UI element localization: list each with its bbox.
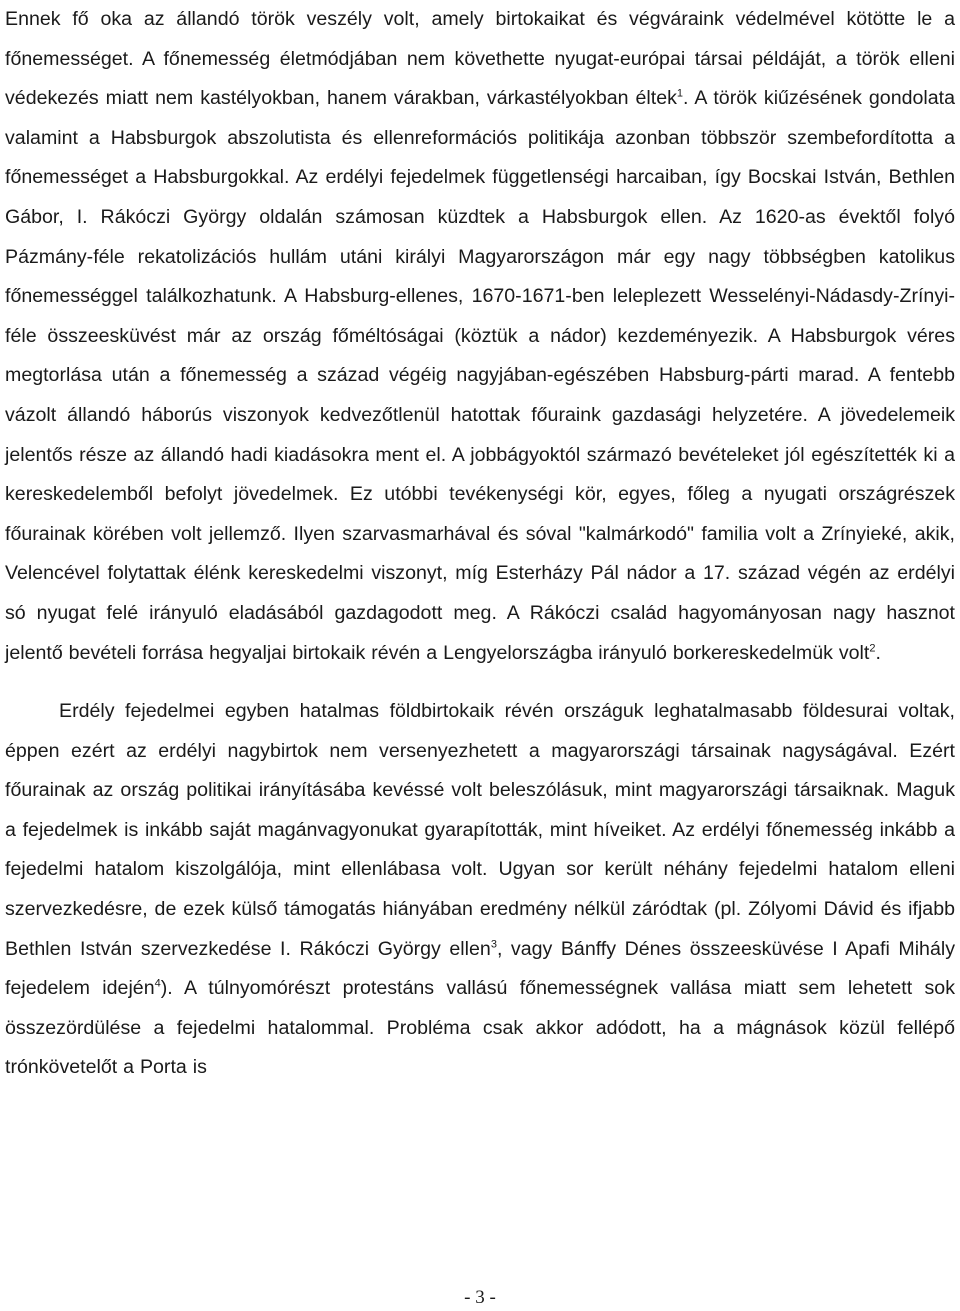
paragraph-1-text-a: Ennek fő oka az állandó török veszély volt, amely birtokaikat és végváraink védelmével kötötte le a főnemességet. A főnemesség életmódjában nem követhette nyugat-európai társai példáját, a török elleni védekezés miatt nem kastélyokban, hanem várakban, várkastélyokban éltek	[5, 8, 955, 110]
paragraph-2-text-a: Erdély fejedelmei egyben hatalmas földbirtokaik révén országuk leghatalmasabb földesurai voltak, éppen ezért az erdélyi nagybirtok nem versenyezhetett a magyarországi társainak nagyságával. Ezért főurainak az ország politikai irányításába kevéssé volt beleszólásuk, mint magyarországi társaiknak. Maguk a fejedelmek is inkább saját magánvagyonukat gyarapították, mint híveiket. Az erdélyi főnemesség inkább a fejedelmi hatalom kiszolgálója, mint ellenlábasa volt. Ugyan sor került néhány fejedelmi hatalom elleni szervezkedésre, de ezek külső támogatás hiányában eredmény nélkül záródtak (pl. Zólyomi Dávid és ifjabb Bethlen István szervezkedése I. Rákóczi György ellen	[5, 700, 955, 960]
footnote-ref-1: 1	[676, 87, 684, 100]
document-page	[5, 0, 955, 1088]
paragraph-1	[5, 0, 955, 673]
paragraph-1-text-b: . A török kiűzésének gondolata valamint a Habsburgok abszolutista és ellenreformációs politikája azonban többször szembefordította a főnemességet a Habsburgokkal. Az erdélyi fejedelmek függetlenségi harcaiban, így Bocskai István, Bethlen Gábor, I. Rákóczi György oldalán számosan küzdtek a Habsburgok ellen. Az 1620-as évektől folyó Pázmány-féle rekatolizációs hullám utáni királyi Magyarországon már egy nagy többségben katolikus főnemességgel találkozhatunk. A Habsburg-ellenes, 1670-1671-ben leleplezett Wesselényi-Nádasdy-Zrínyi-féle összeesküvést már az ország főméltóságai (köztük a nádor) kezdeményezik. A Habsburgok véres megtorlása után a főnemesség a század végéig nagyjában-egészében Habsburg-párti marad. A fentebb vázolt állandó háborús viszonyok kedvezőtlenül hatottak főuraink gazdasági helyzetére. A jövedelemeik jelentős része az állandó hadi kiadásokra ment el. A jobbágyoktól származó bevételeket jól egészítették ki a kereskedelemből befolyt jövedelmek. Ez utóbbi tevékenységi kör, egyes, főleg a nyugati országrészek főurainak körében volt jellemző. Ilyen szarvasmarhával és sóval "kalmárkodó" familia volt a Zrínyieké, akik, Velencével folytattak élénk kereskedelmi viszonyt, míg Esterházy Pál nádor a 17. század végén az erdélyi só nyugat felé irányuló eladásából gazdagodott meg. A Rákóczi család hagyományosan nagy hasznot jelentő bevételi forrása hegyaljai birtokaik révén a Lengyelországba irányuló borkereskedelmük volt	[5, 87, 955, 664]
paragraph-1-text-c: .	[875, 641, 881, 664]
paragraph-2	[5, 692, 955, 1088]
page-number: - 3 -	[464, 1287, 496, 1308]
paragraph-2-text-b: , vagy Bánffy Dénes összeesküvése I Apafi Mihály fejedelem idején	[5, 937, 955, 1000]
footnote-ref-4: 4	[154, 977, 161, 990]
footnote-ref-3: 3	[490, 938, 497, 951]
paragraph-2-text-c: ). A túlnyomórészt protestáns vallású főnemességnek vallása miatt sem lehetett sok összezördülése a fejedelmi hatalommal. Probléma csak akkor adódott, ha a mágnások közül fellépő trónkövetelőt a Porta is	[5, 977, 955, 1079]
footnote-ref-2: 2	[869, 641, 876, 654]
